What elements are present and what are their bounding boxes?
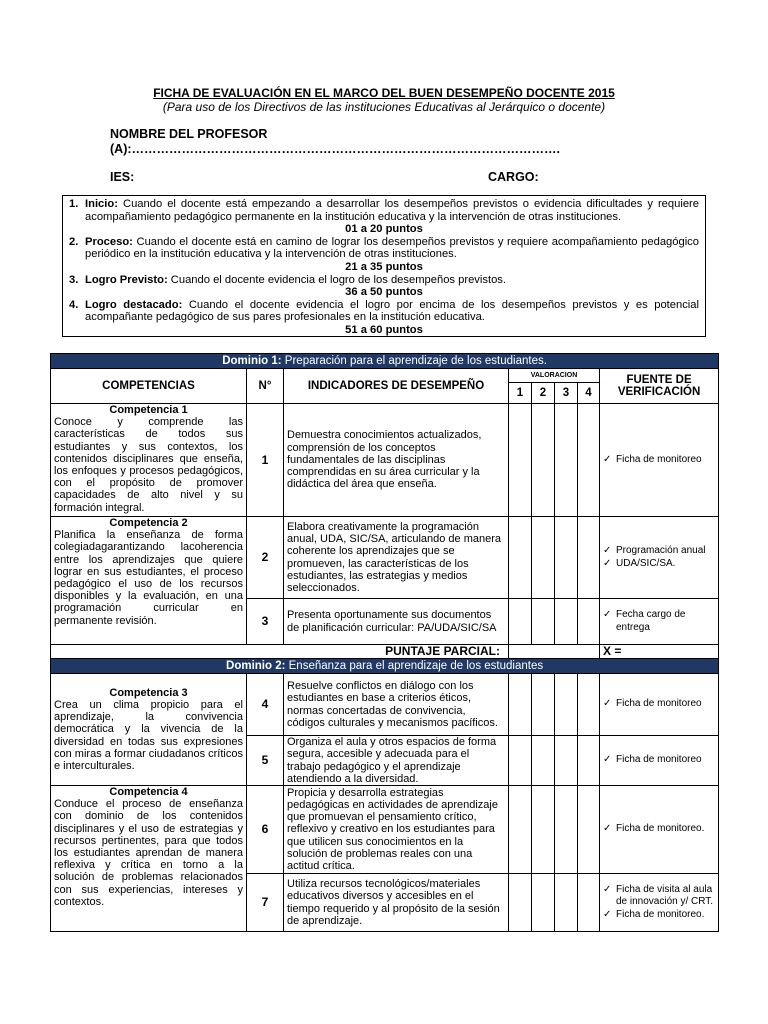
col-valoracion: VALORACION [509,369,600,383]
level-name: Logro destacado: [85,298,183,311]
level-item [69,198,699,223]
indicator-number: 4 [247,674,284,736]
ies-label: IES: [110,170,135,184]
check-icon: ✓ [603,908,612,920]
page-subtitle: (Para uso de los Directivos de las instituciones Educativas al Jerárquico o docente) [162,100,606,114]
check-icon: ✓ [603,823,612,835]
val-4: 4 [578,383,600,404]
source-cell: ✓ Ficha de monitoreo. [600,786,719,874]
level-number: 2. [69,235,79,248]
val-cell-1[interactable] [509,874,532,932]
indicator-number: 6 [247,786,284,874]
level-points: 51 a 60 puntos [345,323,423,336]
partial-score-x: X = [600,645,719,659]
nombre-line: (A):…………………………………………………………………………………………. [110,142,560,156]
indicator-number: 5 [247,736,284,786]
indicator-number: 3 [247,599,284,645]
val-cell-3[interactable] [555,404,578,517]
val-cell-3[interactable] [555,599,578,645]
source-cell: ✓ Ficha de monitoreo [600,674,719,736]
indicator-text: Resuelve conflictos en diálogo con los estudiantes en base a criterios éticos, normas concertadas de convivencia, códigos culturales y mecanismos pacíficos. [284,674,509,736]
val-cell-1[interactable] [509,599,532,645]
level-desc: Cuando el docente evidencia el logro por encima de los desempeños previstos y es potencial acompañante pedagógico de sus pares profesionales en la institución educativa. [85,298,700,324]
check-icon: ✓ [603,557,612,569]
val-cell-1[interactable] [509,674,532,736]
level-item [69,299,699,324]
indicator-text: Demuestra conocimientos actualizados, comprensión de los conceptos fundamentales de las disciplinas comprendidas en su área curricular y la didáctica del área que enseña. [284,404,509,517]
competencia-2: Competencia 2 Planifica la enseñanza de forma colegiadagarantizando lacoherencia entre los aprendizajes que quiere lograr en sus estudiantes, el proceso pedagógico el uso de los recursos disponibles y la evaluación, en una programación curricular en permanente revisión. [51,517,247,645]
val-cell-2[interactable] [532,786,555,874]
val-cell-4[interactable] [578,736,600,786]
indicator-text: Propicia y desarrolla estrategias pedagógicas en actividades de aprendizaje que promuevan el pensamiento crítico, reflexivo y creativo en los estudiantes para que utilicen sus conocimientos en la solución de problemas reales con una actitud crítica. [284,786,509,874]
val-cell-4[interactable] [578,674,600,736]
partial-score-cells [509,645,600,659]
level-desc: Cuando el docente está empezando a desarrollar los desempeños previstos o evidencia dificultades y requiere acompañamiento pedagógico permanente en la institución educativa y la intervención de otras instituciones. [85,198,699,223]
val-cell-3[interactable] [555,874,578,932]
check-icon: ✓ [603,884,612,896]
indicator-text: Organiza el aula y otros espacios de forma segura, accesible y adecuada para el trabajo pedagógico y el aprendizaje atendiendo a la diversidad. [284,736,509,786]
page-title: FICHA DE EVALUACIÓN EN EL MARCO DEL BUEN DESEMPEÑO DOCENTE 2015 [153,86,615,100]
val-cell-3[interactable] [555,736,578,786]
val-cell-4[interactable] [578,874,600,932]
check-icon: ✓ [603,698,612,710]
indicator-number: 2 [247,517,284,599]
dominio-2-header: Dominio 2: Enseñanza para el aprendizaje de los estudiantes [51,659,719,674]
check-icon: ✓ [603,545,612,557]
indicator-text: Presenta oportunamente sus documentos de planificación curricular: PA/UDA/SIC/SA [284,599,509,645]
val-cell-4[interactable] [578,599,600,645]
evaluation-table [50,353,719,932]
val-cell-1[interactable] [509,786,532,874]
val-cell-4[interactable] [578,517,600,599]
level-number: 1. [69,198,79,210]
level-desc: Cuando el docente evidencia el logro de los desempeños previstos. [170,273,506,286]
check-icon: ✓ [603,754,612,766]
val-cell-3[interactable] [555,786,578,874]
competencia-1: Competencia 1 Conoce y comprende las características de todos sus estudiantes y sus contextos, los contenidos disciplinares que enseña, los enfoques y procesos pedagógicos, con el propósito de promover capacidades de alto nivel y su formación integral. [51,404,247,517]
val-cell-1[interactable] [509,404,532,517]
level-points: 01 a 20 puntos [345,223,423,236]
level-number: 3. [69,273,79,286]
val-cell-1[interactable] [509,736,532,786]
indicator-number: 1 [247,404,284,517]
indicator-number: 7 [247,874,284,932]
val-cell-2[interactable] [532,736,555,786]
level-number: 4. [69,298,79,311]
val-cell-3[interactable] [555,674,578,736]
indicator-text: Elabora creativamente la programación anual, UDA, SIC/SA, articulando de manera coherente los aprendizajes que se promueven, las características de los estudiantes, las estrategias y medios seleccionados. [284,517,509,599]
cargo-label: CARGO: [488,170,539,184]
level-name: Proceso: [85,235,133,248]
source-cell: ✓ Ficha de visita al aula de innovación y/ CRT. ✓ Ficha de monitoreo. [600,874,719,932]
competencia-3: Competencia 3 Crea un clima propicio para el aprendizaje, la convivencia democrática y la vivencia de la diversidad en todas sus expresiones con miras a formar ciudadanos críticos e interculturales. [51,674,247,786]
val-3: 3 [555,383,578,404]
col-indicadores: INDICADORES DE DESEMPEÑO [284,369,509,404]
col-n: N° [247,369,284,404]
indicator-text: Utiliza recursos tecnológicos/materiales educativos diversos y accesibles en el tiempo requerido y al propósito de la sesión de aprendizaje. [284,874,509,932]
check-icon: ✓ [603,453,612,465]
partial-score-label: PUNTAJE PARCIAL: [51,645,509,659]
val-cell-2[interactable] [532,674,555,736]
source-cell: ✓ Ficha de monitoreo [600,404,719,517]
check-icon: ✓ [603,609,612,621]
source-cell: ✓ Programación anual ✓ UDA/SIC/SA. [600,517,719,599]
level-points: 21 a 35 puntos [345,260,423,273]
level-name: Inicio: [85,198,118,210]
level-item [69,236,699,261]
level-desc: Cuando el docente está en camino de lograr los desempeños previstos y requiere acompañamiento pedagógico periódico en la institución educativa y la intervención de otras instituciones. [85,235,700,261]
val-cell-1[interactable] [509,517,532,599]
source-cell: ✓ Ficha de monitoreo [600,736,719,786]
val-cell-4[interactable] [578,404,600,517]
level-name: Logro Previsto: [85,273,168,286]
competencia-4: Competencia 4 Conduce el proceso de enseñanza con dominio de los contenidos disciplinares y el uso de estrategias y recursos pertinentes, para que todos los estudiantes aprendan de manera reflexiva y crítica en torno a la solución de problemas relacionados con sus experiencias, intereses y contextos. [51,786,247,932]
levels-box [62,195,706,337]
val-cell-2[interactable] [532,517,555,599]
col-fuente: FUENTE DE VERIFICACIÓN [600,369,719,404]
val-2: 2 [532,383,555,404]
val-1: 1 [509,383,532,404]
col-competencias: COMPETENCIAS [51,369,247,404]
val-cell-4[interactable] [578,786,600,874]
val-cell-3[interactable] [555,517,578,599]
source-cell: ✓ Fecha cargo de entrega [600,599,719,645]
val-cell-2[interactable] [532,599,555,645]
dominio-1-header: Dominio 1: Preparación para el aprendizaje de los estudiantes. [51,354,719,369]
nombre-label: NOMBRE DEL PROFESOR [110,127,268,141]
val-cell-2[interactable] [532,404,555,517]
val-cell-2[interactable] [532,874,555,932]
level-points: 36 a 50 puntos [345,286,423,299]
level-item [69,274,699,287]
